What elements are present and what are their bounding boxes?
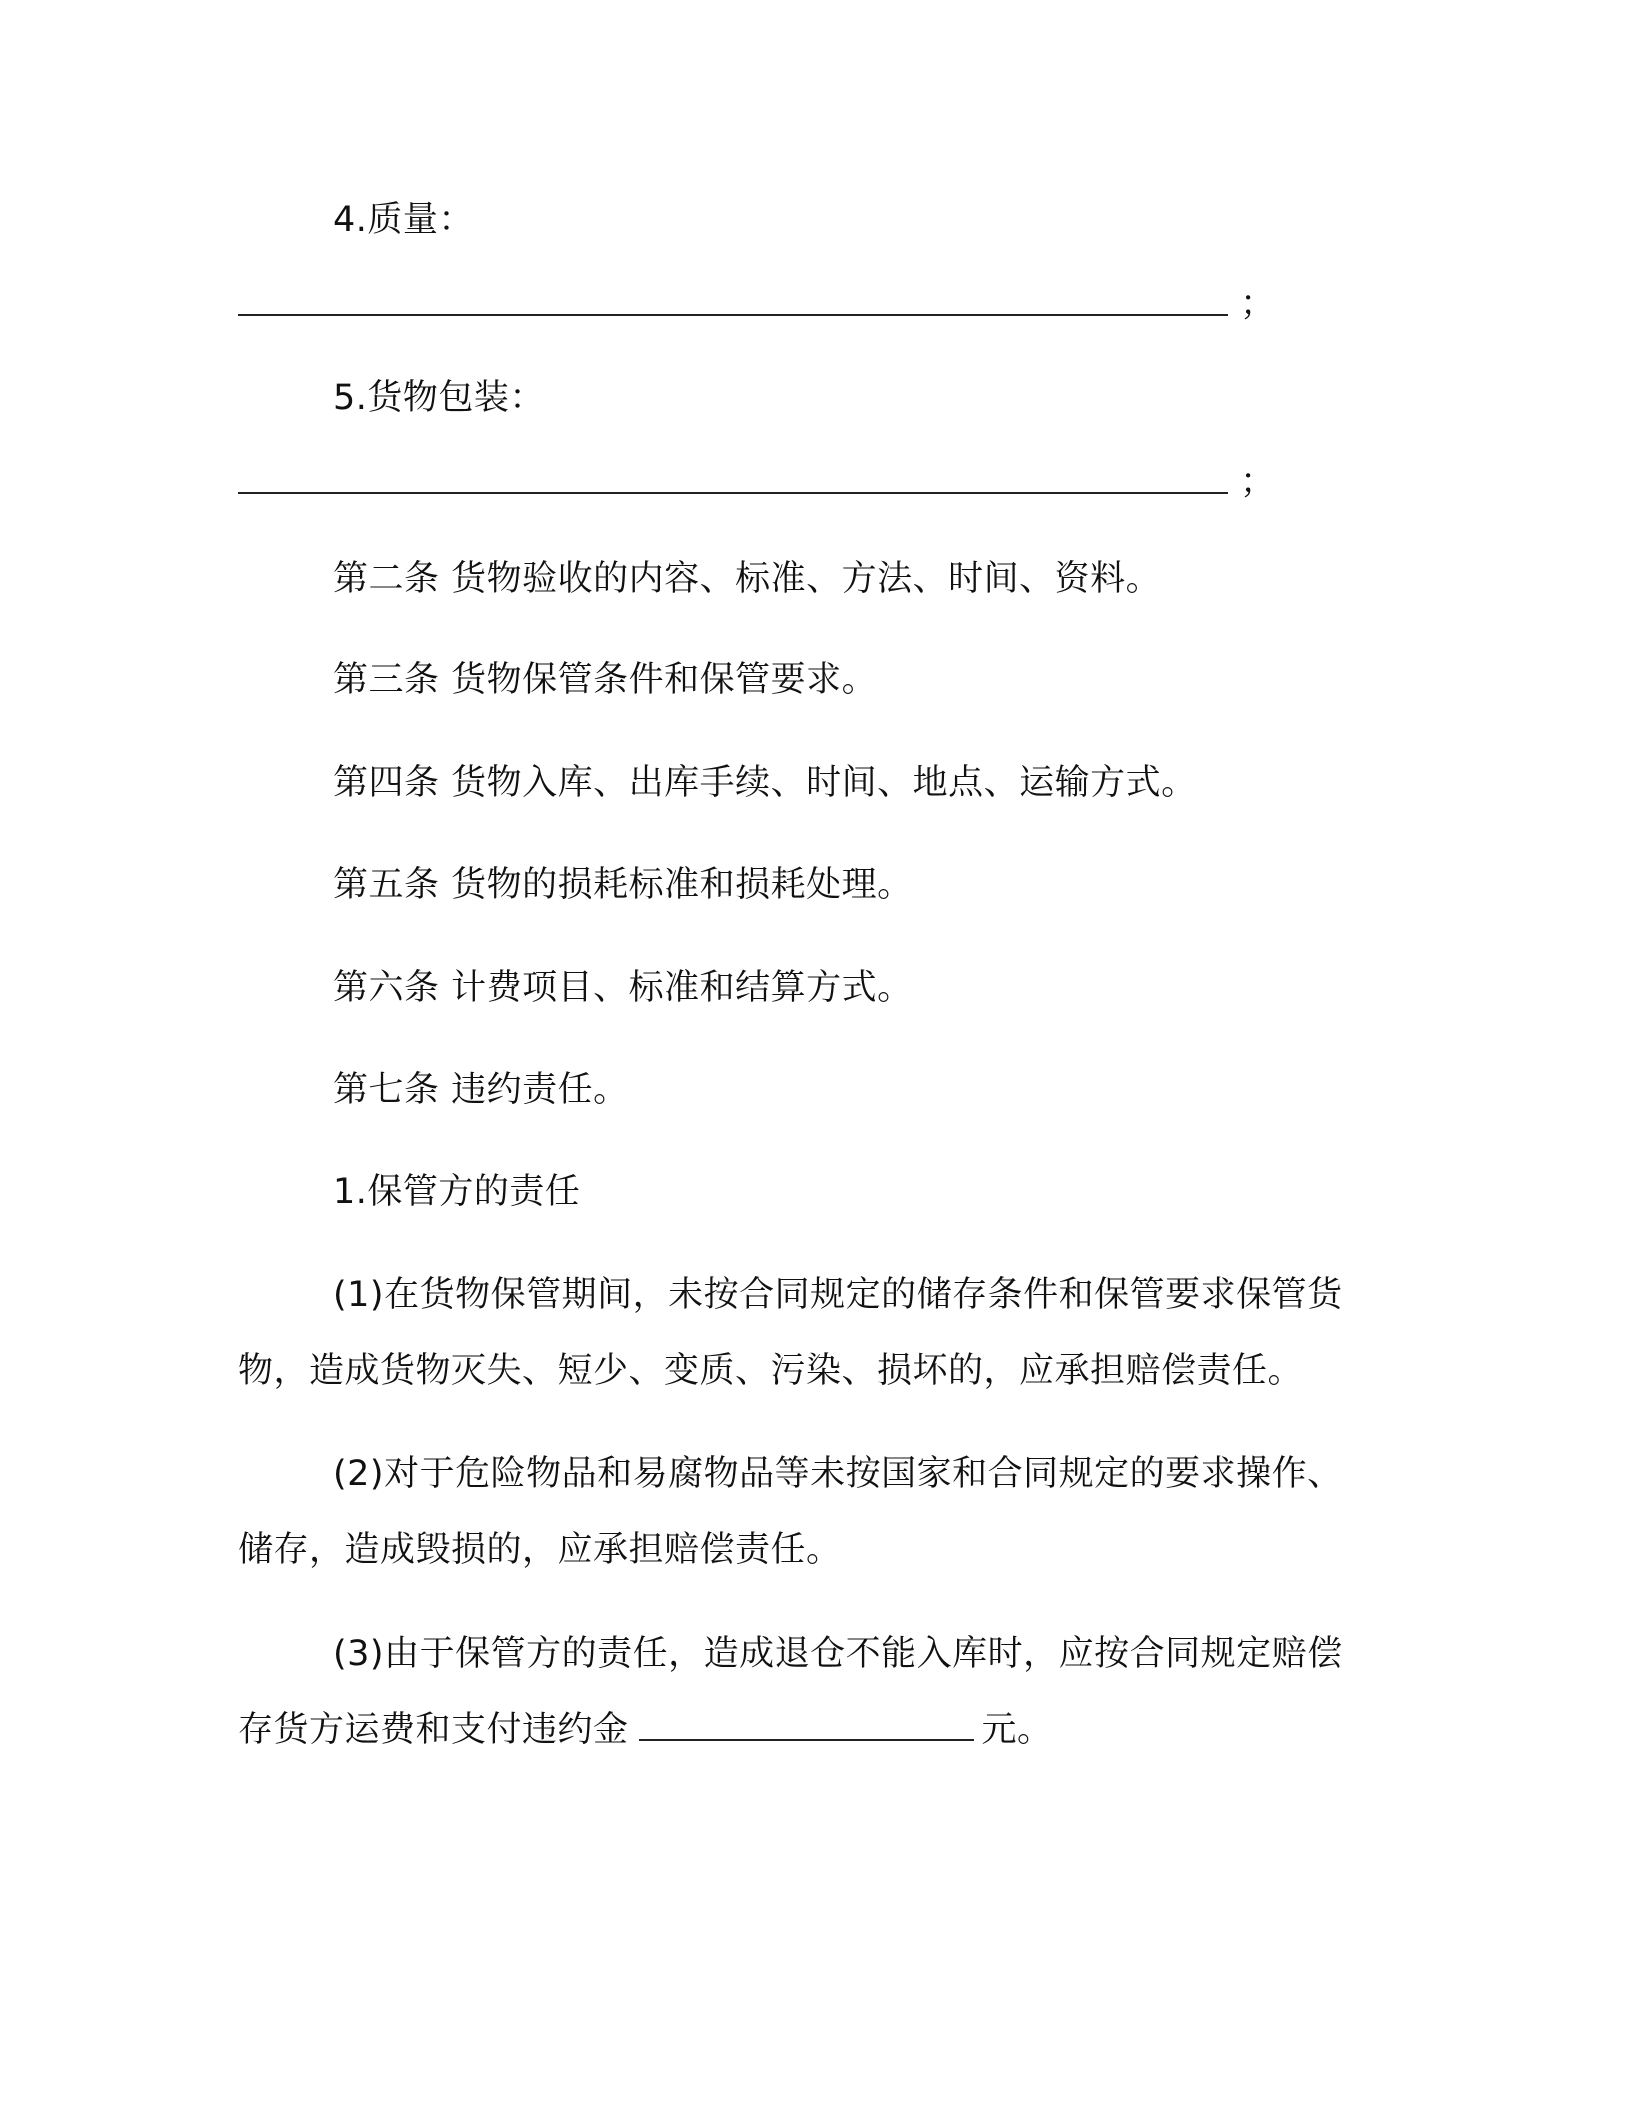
clause-1-line-1: (1)在货物保管期间，未按合同规定的储存条件和保管要求保管货: [333, 1275, 1343, 1315]
fill-in-underline: [238, 314, 1228, 316]
fill-in-underline: [238, 492, 1228, 494]
article-2: 第二条 货物验收的内容、标准、方法、时间、资料。: [333, 559, 1162, 599]
blank-semicolon: ；: [1240, 284, 1276, 324]
article-3: 第三条 货物保管条件和保管要求。: [333, 660, 878, 700]
article-5: 第五条 货物的损耗标准和损耗处理。: [333, 865, 913, 905]
article-7: 第七条 违约责任。: [333, 1070, 629, 1110]
liability-heading: 1.保管方的责任: [333, 1172, 581, 1212]
packaging-fill-blank: [238, 458, 1276, 506]
clause-3-line-2: [238, 1706, 1053, 1754]
clause-2-line-1: (2)对于危险物品和易腐物品等未按国家和合同规定的要求操作、: [333, 1454, 1343, 1494]
quality-fill-blank: [238, 280, 1276, 328]
item-packaging-label: 5.货物包装：: [333, 378, 545, 418]
clause-1-line-2: 物，造成货物灭失、短少、变质、污染、损坏的，应承担赔偿责任。: [238, 1351, 1304, 1391]
penalty-label: 存货方运费和支付违约金: [238, 1710, 629, 1750]
currency-unit: 元。: [981, 1710, 1053, 1750]
clause-3-line-1: (3)由于保管方的责任，造成退仓不能入库时，应按合同规定赔偿: [333, 1634, 1343, 1674]
blank-semicolon: ；: [1240, 462, 1276, 502]
penalty-amount-blank: [639, 1709, 974, 1741]
item-quality-label: 4.质量：: [333, 200, 474, 240]
article-6: 第六条 计费项目、标准和结算方式。: [333, 968, 913, 1008]
clause-2-line-2: 储存，造成毁损的，应承担赔偿责任。: [238, 1530, 842, 1570]
article-4: 第四条 货物入库、出库手续、时间、地点、运输方式。: [333, 763, 1197, 803]
